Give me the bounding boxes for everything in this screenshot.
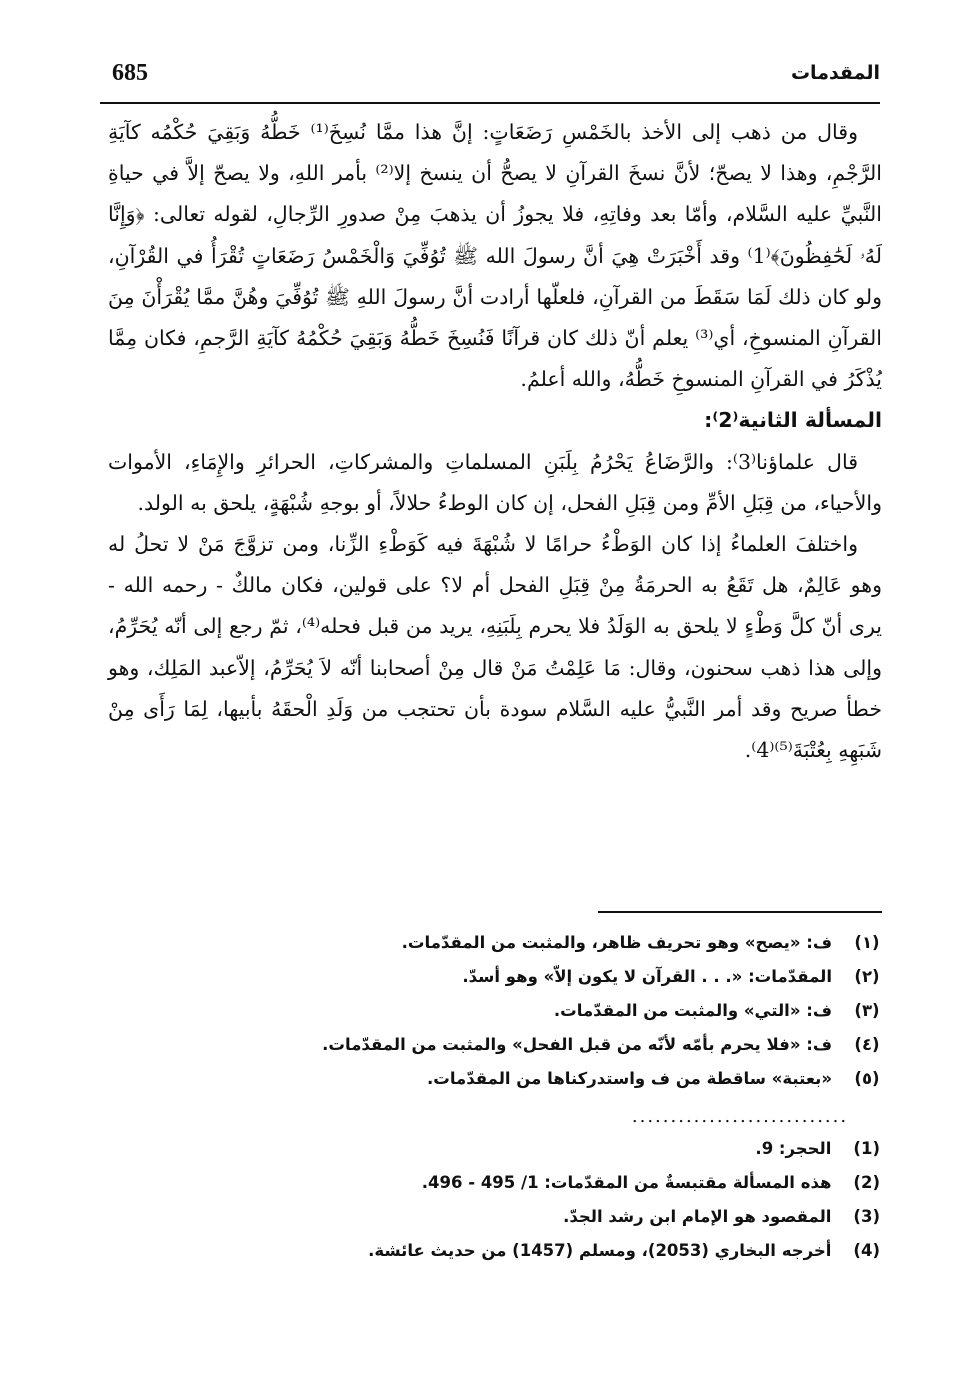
footnote-item xyxy=(108,1200,880,1234)
footnote-number: (٤) xyxy=(854,1035,880,1054)
footnote-number: (٥) xyxy=(854,1069,880,1088)
section-heading: المسألة الثانية⁽2⁾: xyxy=(704,408,882,433)
footnote-text: هذه المسألة مقتبسةٌ من المقدّمات: 1/ 495 - 496. xyxy=(421,1173,832,1192)
footnote-text: المقدّمات: «. . . القرآن لا يكون إلاّ» وهو أسدّ. xyxy=(462,967,832,986)
footnote-text: المقصود هو الإمام ابن رشد الجدّ. xyxy=(563,1207,832,1226)
footnote-number: (٣) xyxy=(854,1001,880,1020)
running-head: المقدمات xyxy=(790,62,880,84)
footnote-item xyxy=(108,960,880,994)
footnote-number: (3) xyxy=(853,1207,880,1226)
footnote-number: (1) xyxy=(853,1139,880,1158)
footnote-number: (4) xyxy=(853,1241,880,1260)
footnote-separator xyxy=(598,911,882,913)
footnote-number: (2) xyxy=(853,1173,880,1192)
footnote-item xyxy=(108,1028,880,1062)
footnote-number: (١) xyxy=(854,933,880,952)
paragraph-1: وقال من ذهب إلى الأخذ بالخَمْسِ رَضَعَاتٍ: إنَّ هذا ممَّا نُسِخَ⁽¹⁾ خَطُّهُ وَبَقِيَ حُكْمُه كآيَةِ الرَّجْمِ، وهذا لا يصحّ؛ لأنَّ نسخَ القرآنِ لا يصحُّ أن ينسخ إلا⁽²⁾ بأمر اللهِ، ولا يصحّ إلاَّ في حياةِ النَّبيِّ عليه السَّلام، وأمّا بعد وفاتِهِ، فلا يجوزُ أن يذهبَ مِنْ صدورِ الرِّجالِ، لقوله تعالى: ﴿وَإِنَّا لَهُۥ لَحَٰفِظُونَ﴾⁽1⁾ وقد أَخْبَرَتْ هِيَ أنَّ رسولَ الله ﷺ تُوُفِّيَ وَالْخَمْسُ رَضَعَاتٍ تُقْرَأُ في القُرْآنِ، ولو كان ذلك لَمَا سَقَطَ من القرآنِ، فلعلّها أرادت أنَّ رسولَ اللهِ ﷺ تُوُفِّيَ وهُنَّ ممَّا يُقْرَأْنَ مِنَ القرآنِ المنسوخِ، أي⁽³⁾ يعلم أنّ ذلك كان قرآنًا فَنُسِخَ خَطُّهُ وَبَقِيَ حُكْمُهُ كآيَةِ الرَّجمِ، فكان مِمَّا يُذْكَرُ في القرآنِ المنسوخِ خَطُّهُ، والله أعلمُ. xyxy=(108,120,882,392)
footnote-item xyxy=(108,1132,880,1166)
footnote-text: ف: «يصح» وهو تحريف ظاهر، والمثبت من المقدّمات. xyxy=(401,933,832,952)
footnote-item xyxy=(108,926,880,960)
footnotes-editor xyxy=(108,926,880,1096)
footnote-item xyxy=(108,994,880,1028)
footnote-text: الحجر: 9. xyxy=(755,1139,832,1158)
footnote-dotted-divider: ............................ xyxy=(631,1106,849,1126)
paragraph-3: واختلفَ العلماءُ إذا كان الوَطْءُ حرامًا لا شُبْهَةَ فيه كَوَطْءِ الزِّنا، ومن تزوَّجَ مَنْ لا تحلُ له وهو عَالِمٌ، هل تَقَعُ به الحرمَةُ مِنْ قِبَلِ الفحل أم لا؟ على قولين، فكان مالكٌ - رحمه الله - يرى أنّ كلَّ وَطْءٍ لا يلحق به الوَلَدُ فلا يحرم بِلَبَنِهِ، يريد من قبل فحله⁽⁴⁾، ثمّ رجع إلى أنّه يُحَرِّمُ، وإلى هذا ذهب سحنون، وقال: مَا عَلِمْتُ مَنْ قال مِنْ أصحابنا أنّه لاَ يُحَرِّمُ، إلاّعبد المَلِك، وهو خطأ صريح وقد أمر النَّبيُّ عليه السَّلام سودة بأن تحتجب من وَلَدِ الْحقَهُ بأبيها، لِمَا رَأَى مِنْ شَبَهِهِ بِعُتْبَةَ⁽⁵⁾⁽4⁾. xyxy=(108,532,882,763)
footnote-item xyxy=(108,1166,880,1200)
footnote-text: أخرجه البخاري (2053)، ومسلم (1457) من حديث عائشة. xyxy=(368,1241,832,1260)
page-header xyxy=(100,56,880,104)
footnote-text: ف: «فلا يحرم بأمّه لأنّه من قبل الفحل» والمثبت من المقدّمات. xyxy=(322,1035,832,1054)
page-number: 685 xyxy=(112,60,148,86)
footnote-number: (٢) xyxy=(854,967,880,986)
footnote-item xyxy=(108,1062,880,1096)
footnotes-reference xyxy=(108,1132,880,1268)
footnote-text: ف: «التي» والمثبت من المقدّمات. xyxy=(553,1001,832,1020)
main-text xyxy=(108,112,882,771)
paragraph-2: قال علماؤنا⁽3⁾: والرَّضَاعُ يَحْرُمُ بِلَبَنِ المسلماتِ والمشركاتِ، الحرائرِ والإِمَاءِ، الأموات والأحياء، من قِبَلِ الأمِّ ومن قِبَلِ الفحل، إن كان الوطءُ حلالاً، أو بوجهِ شُبْهَةٍ، يلحق به الولد. xyxy=(108,449,882,515)
footnote-text: «بعتبة» ساقطة من ف واستدركناها من المقدّمات. xyxy=(426,1069,832,1088)
footnote-item xyxy=(108,1234,880,1268)
